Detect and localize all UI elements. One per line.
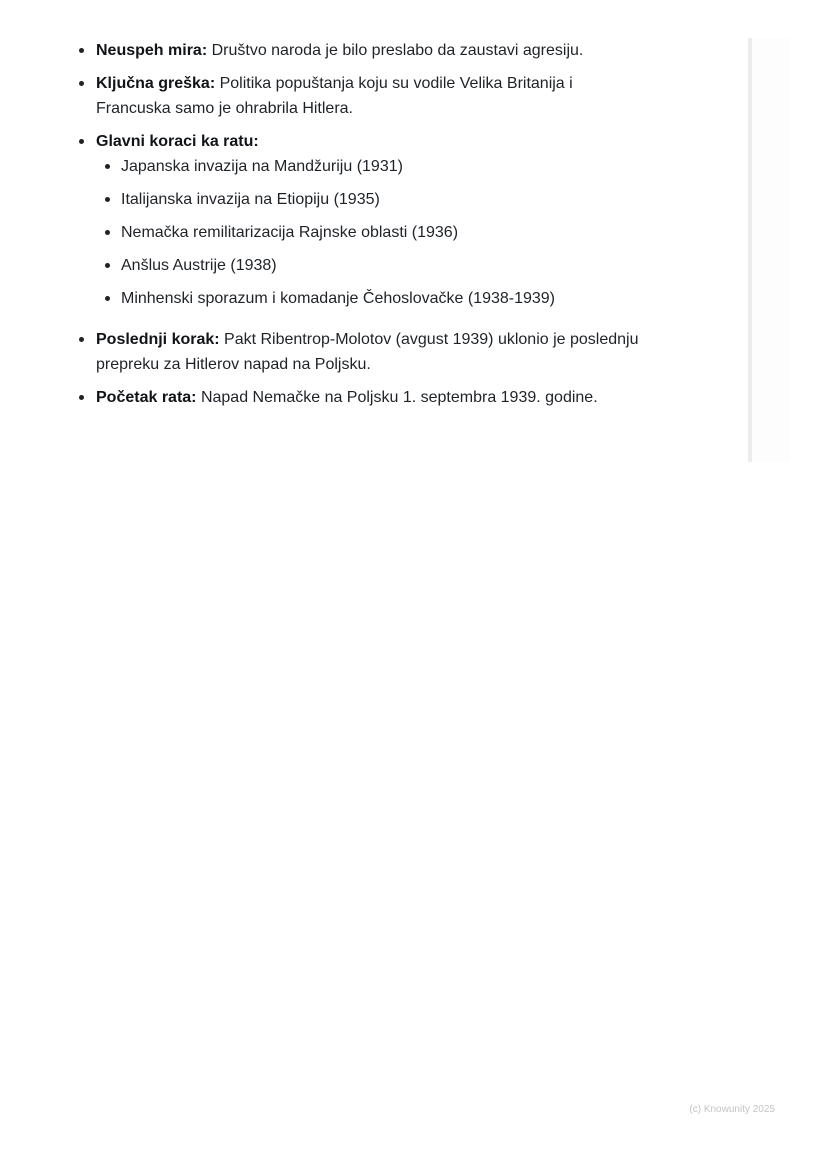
- sublist-item: Minhenski sporazum i komadanje Čehoslovačke (1938-1939): [121, 286, 640, 311]
- sublist-item: Italijanska invazija na Etiopiju (1935): [121, 187, 640, 212]
- list-item-kljucna-greska: [96, 71, 640, 121]
- item-text: Politika popuštanja koju su vodile Velika Britanija i Francuska samo je ohrabrila Hitlera.: [96, 75, 573, 117]
- steps-sublist: [96, 154, 640, 311]
- item-text: Društvo naroda je bilo preslabo da zaustavi agresiju.: [207, 42, 584, 59]
- list-item-poslednji-korak: [96, 327, 640, 377]
- side-panel: [748, 38, 790, 462]
- item-term: Ključna greška:: [96, 75, 216, 92]
- list-item-glavni-koraci: [96, 129, 640, 311]
- document-content: [0, 38, 640, 418]
- sublist-item: Japanska invazija na Mandžuriju (1931): [121, 154, 640, 179]
- item-term: Neuspeh mira:: [96, 42, 208, 59]
- footer-copyright: (c) Knowunity 2025: [689, 1104, 775, 1115]
- list-item-pocetak-rata: [96, 385, 640, 410]
- item-term: Glavni koraci ka ratu:: [96, 133, 259, 150]
- side-bar-divider: [748, 38, 752, 462]
- sublist-item: Anšlus Austrije (1938): [121, 253, 640, 278]
- item-text: Pakt Ribentrop-Molotov (avgust 1939) uklonio je poslednju prepreku za Hitlerov napad na Poljsku.: [96, 331, 639, 373]
- item-term: Poslednji korak:: [96, 331, 220, 348]
- list-item-neuspeh-mira: [96, 38, 640, 63]
- item-text: Napad Nemačke na Poljsku 1. septembra 1939. godine.: [196, 389, 598, 406]
- summary-list: [0, 38, 640, 410]
- sublist-item: Nemačka remilitarizacija Rajnske oblasti (1936): [121, 220, 640, 245]
- item-term: Početak rata:: [96, 389, 197, 406]
